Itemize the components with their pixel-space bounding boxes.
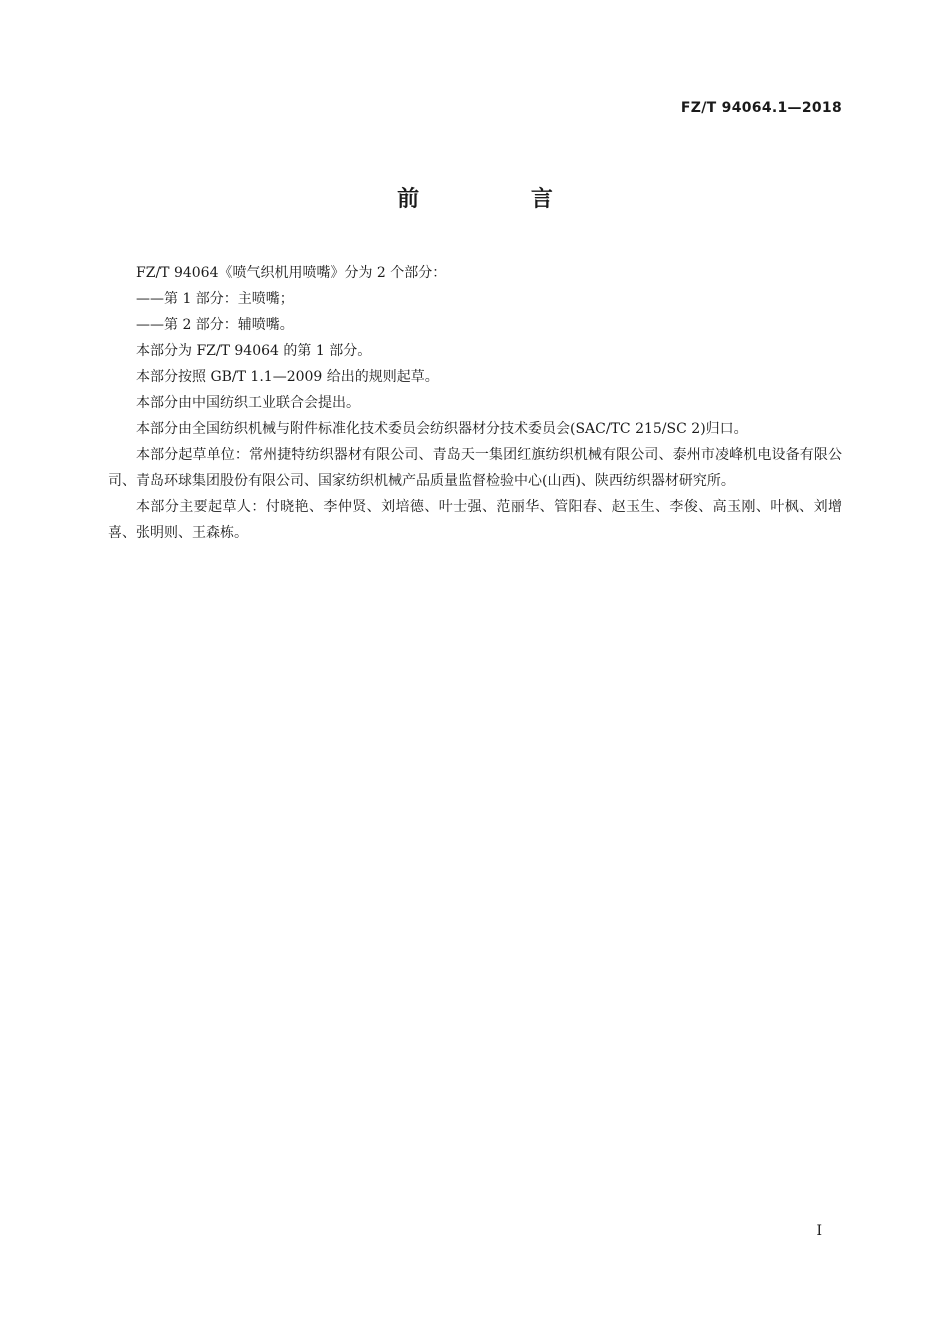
- page-title: 前 言: [397, 187, 605, 212]
- standard-code: FZ/T 94064.1—2018: [680, 100, 842, 116]
- page-number: I: [816, 1223, 822, 1239]
- paragraph-parts-intro: FZ/T 94064《喷气织机用喷嘴》分为 2 个部分：: [136, 265, 447, 281]
- paragraph-part-2: ——第 2 部分：辅喷嘴。: [136, 317, 294, 333]
- paragraph-drafting-rules: 本部分按照 GB/T 1.1—2009 给出的规则起草。: [136, 369, 439, 385]
- paragraph-part-1: ——第 1 部分：主喷嘴；: [136, 291, 294, 307]
- paragraph-proposer: 本部分由中国纺织工业联合会提出。: [136, 395, 360, 411]
- paragraph-drafting-units: 本部分起草单位：常州捷特纺织器材有限公司、青岛天一集团红旗纺织机械有限公司、泰州市凌峰机电设备有限公司、青岛环球集团股份有限公司、国家纺织机械产品质量监督检验中心(山西)、陕西纺织器材研究所。: [108, 447, 842, 489]
- paragraph-drafters: 本部分主要起草人：付晓艳、李仲贤、刘培德、叶士强、范丽华、管阳春、赵玉生、李俊、高玉刚、叶枫、刘增喜、张明则、王森栋。: [108, 499, 842, 541]
- paragraph-this-part: 本部分为 FZ/T 94064 的第 1 部分。: [136, 343, 372, 359]
- foreword-body: [108, 260, 842, 546]
- paragraph-technical-committee: 本部分由全国纺织机械与附件标准化技术委员会纺织器材分技术委员会(SAC/TC 215/SC 2)归口。: [136, 421, 748, 437]
